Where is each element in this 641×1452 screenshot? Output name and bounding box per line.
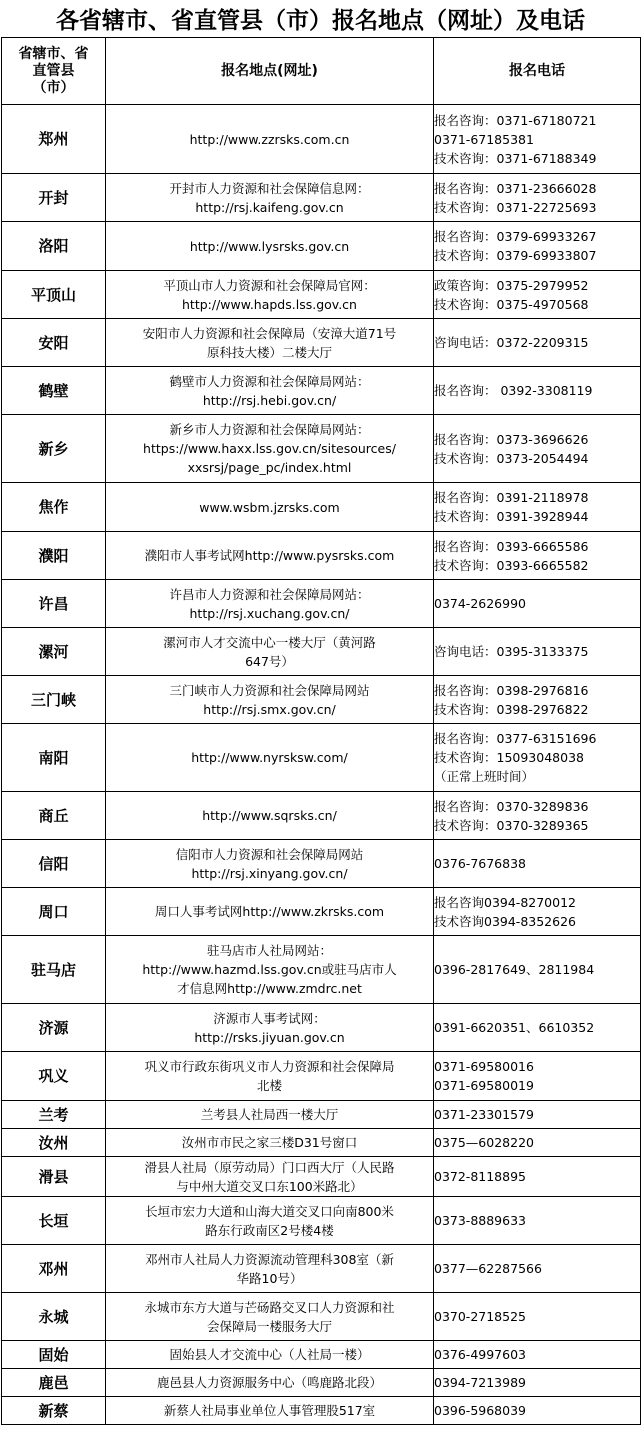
address-line: xxsrsj/page_pc/index.html — [187, 460, 352, 475]
address-line: 济源市人事考试网： — [213, 1010, 326, 1026]
phone-cell — [434, 1245, 641, 1293]
table-row — [2, 888, 641, 936]
city-cell: 漯河 — [2, 628, 106, 676]
phone-cell — [434, 628, 641, 676]
address-line: 巩义市行政东街巩义市人力资源和社会保障局 — [144, 1059, 395, 1074]
address-line: 新乡市人力资源和社会保障局网站： — [169, 422, 370, 437]
address-cell — [106, 174, 434, 222]
header-city — [2, 38, 106, 105]
phone-cell — [434, 174, 641, 222]
address-cell — [106, 580, 434, 628]
city-cell: 焦作 — [2, 483, 106, 532]
phone-cell — [434, 1004, 641, 1052]
address-line: http://rsj.smx.gov.cn/ — [203, 701, 336, 717]
table-row — [2, 319, 641, 367]
table-header-row — [2, 38, 641, 105]
address-line: http://www.hazmd.lss.gov.cn或驻马店市人 — [142, 962, 397, 977]
address-line: http://rsj.hebi.gov.cn/ — [202, 392, 337, 408]
table-row — [2, 174, 641, 222]
table-row — [2, 1129, 641, 1157]
address-line: http://www.hapds.lss.gov.cn — [182, 296, 357, 312]
city-cell: 新蔡 — [2, 1397, 106, 1425]
city-cell: 安阳 — [2, 319, 106, 367]
phone-cell — [434, 840, 641, 888]
city-cell: 兰考 — [2, 1101, 106, 1129]
city-cell: 滑县 — [2, 1157, 106, 1197]
phone-line: 咨询电话：0395-3133375 — [434, 644, 589, 659]
phone-line: 0370-2718525 — [434, 1309, 526, 1324]
phone-cell — [434, 936, 641, 1004]
address-line: 漯河市人才交流中心一楼大厅（黄河路 — [163, 634, 376, 650]
address-line: 信阳市人力资源和社会保障局网站 — [175, 846, 364, 862]
phone-cell — [434, 271, 641, 319]
address-cell — [106, 1245, 434, 1293]
phone-cell — [434, 724, 641, 792]
city-cell: 汝州 — [2, 1129, 106, 1157]
table-row — [2, 271, 641, 319]
phone-line: 报名咨询：0398-2976816 — [434, 682, 589, 698]
phone-cell — [434, 1101, 641, 1129]
table-row — [2, 532, 641, 580]
phone-cell — [434, 319, 641, 367]
phone-line: 0374-2626990 — [434, 596, 526, 611]
address-line: http://rsj.kaifeng.gov.cn — [195, 199, 344, 215]
table-row — [2, 580, 641, 628]
address-cell — [106, 271, 434, 319]
address-line: 鹿邑县人力资源服务中心（鸣鹿路北段） — [156, 1375, 382, 1390]
table-row — [2, 415, 641, 483]
address-line: http://rsj.xinyang.gov.cn/ — [191, 865, 348, 881]
table-row — [2, 222, 641, 271]
city-cell: 许昌 — [2, 580, 106, 628]
table-row — [2, 724, 641, 792]
phone-line: 技术咨询：0398-2976822 — [434, 701, 589, 717]
address-line: 开封市人力资源和社会保障信息网： — [169, 180, 370, 196]
address-line: 滑县人社局（原劳动局）门口西大厅（人民路 — [144, 1159, 395, 1175]
address-cell — [106, 840, 434, 888]
address-line: 三门峡市人力资源和社会保障局网站 — [169, 682, 370, 698]
address-line: http://www.nyrsksw.com/ — [191, 750, 348, 765]
address-line: 周口人事考试网http://www.zkrsks.com — [154, 904, 385, 919]
city-cell: 新乡 — [2, 415, 106, 483]
phone-line: 报名咨询：0379-69933267 — [434, 229, 597, 244]
city-cell: 长垣 — [2, 1197, 106, 1245]
table-row — [2, 840, 641, 888]
header-city-line: 直管县 — [32, 62, 75, 79]
city-cell: 济源 — [2, 1004, 106, 1052]
phone-cell — [434, 1293, 641, 1341]
address-line: 许昌市人力资源和社会保障局网站： — [169, 586, 370, 602]
address-line: https://www.haxx.lss.gov.cn/sitesources/ — [143, 441, 396, 456]
address-line: 驻马店市人社局网站： — [206, 943, 332, 958]
address-line: 北楼 — [256, 1078, 282, 1093]
address-line: 会保障局一楼服务大厅 — [206, 1318, 332, 1334]
address-cell — [106, 415, 434, 483]
phone-line: 技术咨询：0393-6665582 — [434, 557, 589, 573]
table-row — [2, 1341, 641, 1369]
phone-line: 0396-2817649、2811984 — [434, 962, 595, 977]
header-phone: 报名电话 — [434, 38, 641, 105]
phone-cell — [434, 1157, 641, 1197]
address-line: http://www.sqrsks.cn/ — [202, 808, 337, 823]
phone-line: 咨询电话：0372-2209315 — [434, 335, 589, 350]
address-cell — [106, 1369, 434, 1397]
city-cell: 开封 — [2, 174, 106, 222]
phone-line: 技术咨询：0379-69933807 — [434, 248, 597, 263]
address-cell — [106, 1157, 434, 1197]
phone-cell — [434, 580, 641, 628]
city-cell: 鹤壁 — [2, 367, 106, 415]
table-row — [2, 1004, 641, 1052]
phone-cell — [434, 222, 641, 271]
phone-line: 0394-7213989 — [434, 1375, 526, 1390]
address-line: 邓州市人社局人力资源流动管理科308室（新 — [145, 1251, 394, 1267]
address-line: 安阳市人力资源和社会保障局（安漳大道71号 — [142, 325, 397, 341]
phone-line: 0371-67185381 — [434, 131, 534, 147]
city-cell: 濮阳 — [2, 532, 106, 580]
table-row — [2, 483, 641, 532]
address-cell — [106, 367, 434, 415]
city-cell: 信阳 — [2, 840, 106, 888]
phone-line: 0371-23301579 — [434, 1107, 534, 1122]
city-cell: 平顶山 — [2, 271, 106, 319]
city-cell: 固始 — [2, 1341, 106, 1369]
address-line: http://rsks.jiyuan.gov.cn — [194, 1029, 345, 1045]
address-line: 长垣市宏力大道和山海大道交叉口向南800米 — [145, 1203, 394, 1219]
address-cell — [106, 628, 434, 676]
phone-line: 技术咨询：0371-67188349 — [434, 150, 597, 166]
phone-line: 技术咨询：0375-4970568 — [434, 296, 589, 312]
city-cell: 巩义 — [2, 1052, 106, 1101]
phone-line: 0373-8889633 — [434, 1213, 526, 1228]
phone-line: 报名咨询：0377-63151696 — [434, 731, 597, 746]
city-cell: 永城 — [2, 1293, 106, 1341]
table-row — [2, 676, 641, 724]
phone-line: 技术咨询：15093048038 — [434, 750, 584, 765]
city-cell: 周口 — [2, 888, 106, 936]
address-cell — [106, 222, 434, 271]
table-row — [2, 1101, 641, 1129]
phone-line: 技术咨询0394-8352626 — [434, 913, 576, 929]
address-cell — [106, 792, 434, 840]
table-row — [2, 936, 641, 1004]
phone-line: 政策咨询：0375-2979952 — [434, 277, 589, 293]
address-cell — [106, 483, 434, 532]
phone-cell — [434, 1197, 641, 1245]
address-cell — [106, 1341, 434, 1369]
city-cell: 驻马店 — [2, 936, 106, 1004]
table-row — [2, 792, 641, 840]
phone-cell — [434, 483, 641, 532]
phone-line: 报名咨询：0373-3696626 — [434, 431, 589, 447]
address-line: http://www.zzrsks.com.cn — [189, 131, 350, 147]
phone-line: 0396-5968039 — [434, 1403, 526, 1418]
header-city-line: （市） — [32, 79, 75, 96]
address-line: 濮阳市人事考试网http://www.pysrsks.com — [144, 548, 395, 563]
table-row — [2, 367, 641, 415]
phone-line: 技术咨询：0370-3289365 — [434, 817, 589, 833]
address-cell — [106, 1004, 434, 1052]
table-row — [2, 105, 641, 174]
phone-line: 0372-8118895 — [434, 1169, 526, 1184]
table-row — [2, 1397, 641, 1425]
table-row — [2, 628, 641, 676]
table-row — [2, 1369, 641, 1397]
address-line: 平顶山市人力资源和社会保障局官网： — [163, 277, 376, 293]
address-cell — [106, 1101, 434, 1129]
phone-line: 报名咨询：0371-23666028 — [434, 180, 597, 196]
address-line: 路东行政南区2号楼4楼 — [205, 1222, 334, 1238]
address-cell — [106, 105, 434, 174]
address-line: 永城市东方大道与芒砀路交叉口人力资源和社 — [144, 1299, 395, 1315]
address-line: 原科技大楼）二楼大厅 — [206, 344, 332, 360]
phone-cell — [434, 532, 641, 580]
phone-cell — [434, 105, 641, 174]
phone-line: 0371-69580016 — [434, 1059, 534, 1074]
phone-cell — [434, 792, 641, 840]
city-cell: 商丘 — [2, 792, 106, 840]
address-cell — [106, 1397, 434, 1425]
phone-line: 报名咨询：0370-3289836 — [434, 798, 589, 814]
phone-cell — [434, 415, 641, 483]
city-cell: 南阳 — [2, 724, 106, 792]
phone-line: 0391-6620351、6610352 — [434, 1020, 595, 1035]
address-line: 新蔡人社局事业单位人事管理股517室 — [163, 1403, 376, 1418]
phone-cell — [434, 676, 641, 724]
phone-line: 技术咨询：0373-2054494 — [434, 450, 589, 466]
address-cell — [106, 319, 434, 367]
address-line: http://rsj.xuchang.gov.cn/ — [189, 605, 350, 621]
city-cell: 鹿邑 — [2, 1369, 106, 1397]
address-line: 鹤壁市人力资源和社会保障局网站： — [169, 373, 370, 389]
city-cell: 郑州 — [2, 105, 106, 174]
phone-line: 报名咨询：0391-2118978 — [434, 490, 589, 505]
header-address: 报名地点(网址) — [106, 38, 434, 105]
phone-cell — [434, 1369, 641, 1397]
address-line: http://www.lysrsks.gov.cn — [189, 238, 350, 254]
address-cell — [106, 724, 434, 792]
phone-line: 0377—62287566 — [434, 1261, 542, 1276]
address-line: 才信息网http://www.zmdrc.net — [177, 981, 362, 996]
address-line: www.wsbm.jzrsks.com — [199, 499, 340, 515]
address-cell — [106, 1197, 434, 1245]
address-line: 华路10号） — [236, 1270, 303, 1286]
table-row — [2, 1245, 641, 1293]
phone-cell — [434, 1341, 641, 1369]
address-line: 固始县人才交流中心（人社局一楼） — [169, 1347, 370, 1362]
phone-line: 0375—6028220 — [434, 1135, 534, 1150]
phone-line: 0376-7676838 — [434, 856, 526, 871]
address-cell — [106, 936, 434, 1004]
city-cell: 三门峡 — [2, 676, 106, 724]
address-cell — [106, 1129, 434, 1157]
address-line: 647号） — [245, 653, 294, 669]
table-body — [2, 105, 641, 1425]
table-row — [2, 1293, 641, 1341]
phone-cell — [434, 888, 641, 936]
registration-table — [1, 37, 641, 1425]
address-line: 与中州大道交叉口东100米路北） — [176, 1178, 363, 1194]
phone-cell — [434, 367, 641, 415]
city-cell: 邓州 — [2, 1245, 106, 1293]
address-cell — [106, 1052, 434, 1101]
phone-line: （正常上班时间） — [434, 769, 535, 784]
phone-line: 报名咨询：0371-67180721 — [434, 112, 597, 128]
phone-line: 报名咨询：0393-6665586 — [434, 538, 589, 554]
address-cell — [106, 676, 434, 724]
phone-line: 0371-69580019 — [434, 1078, 534, 1093]
header-city-line: 省辖市、省 — [18, 45, 89, 62]
phone-line: 技术咨询：0371-22725693 — [434, 199, 597, 215]
address-cell — [106, 1293, 434, 1341]
phone-cell — [434, 1052, 641, 1101]
phone-cell — [434, 1397, 641, 1425]
phone-cell — [434, 1129, 641, 1157]
city-cell: 洛阳 — [2, 222, 106, 271]
table-row — [2, 1197, 641, 1245]
address-cell — [106, 888, 434, 936]
phone-line: 0376-4997603 — [434, 1347, 526, 1362]
phone-line: 报名咨询： 0392-3308119 — [434, 383, 593, 398]
phone-line: 技术咨询：0391-3928944 — [434, 509, 589, 524]
page-title: 各省辖市、省直管县（市）报名地点（网址）及电话 — [56, 7, 585, 34]
address-line: 兰考县人社局西一楼大厅 — [200, 1107, 339, 1122]
table-row — [2, 1157, 641, 1197]
phone-line: 报名咨询0394-8270012 — [434, 894, 576, 910]
address-line: 汝州市市民之家三楼D31号窗口 — [181, 1135, 358, 1150]
table-row — [2, 1052, 641, 1101]
address-cell — [106, 532, 434, 580]
